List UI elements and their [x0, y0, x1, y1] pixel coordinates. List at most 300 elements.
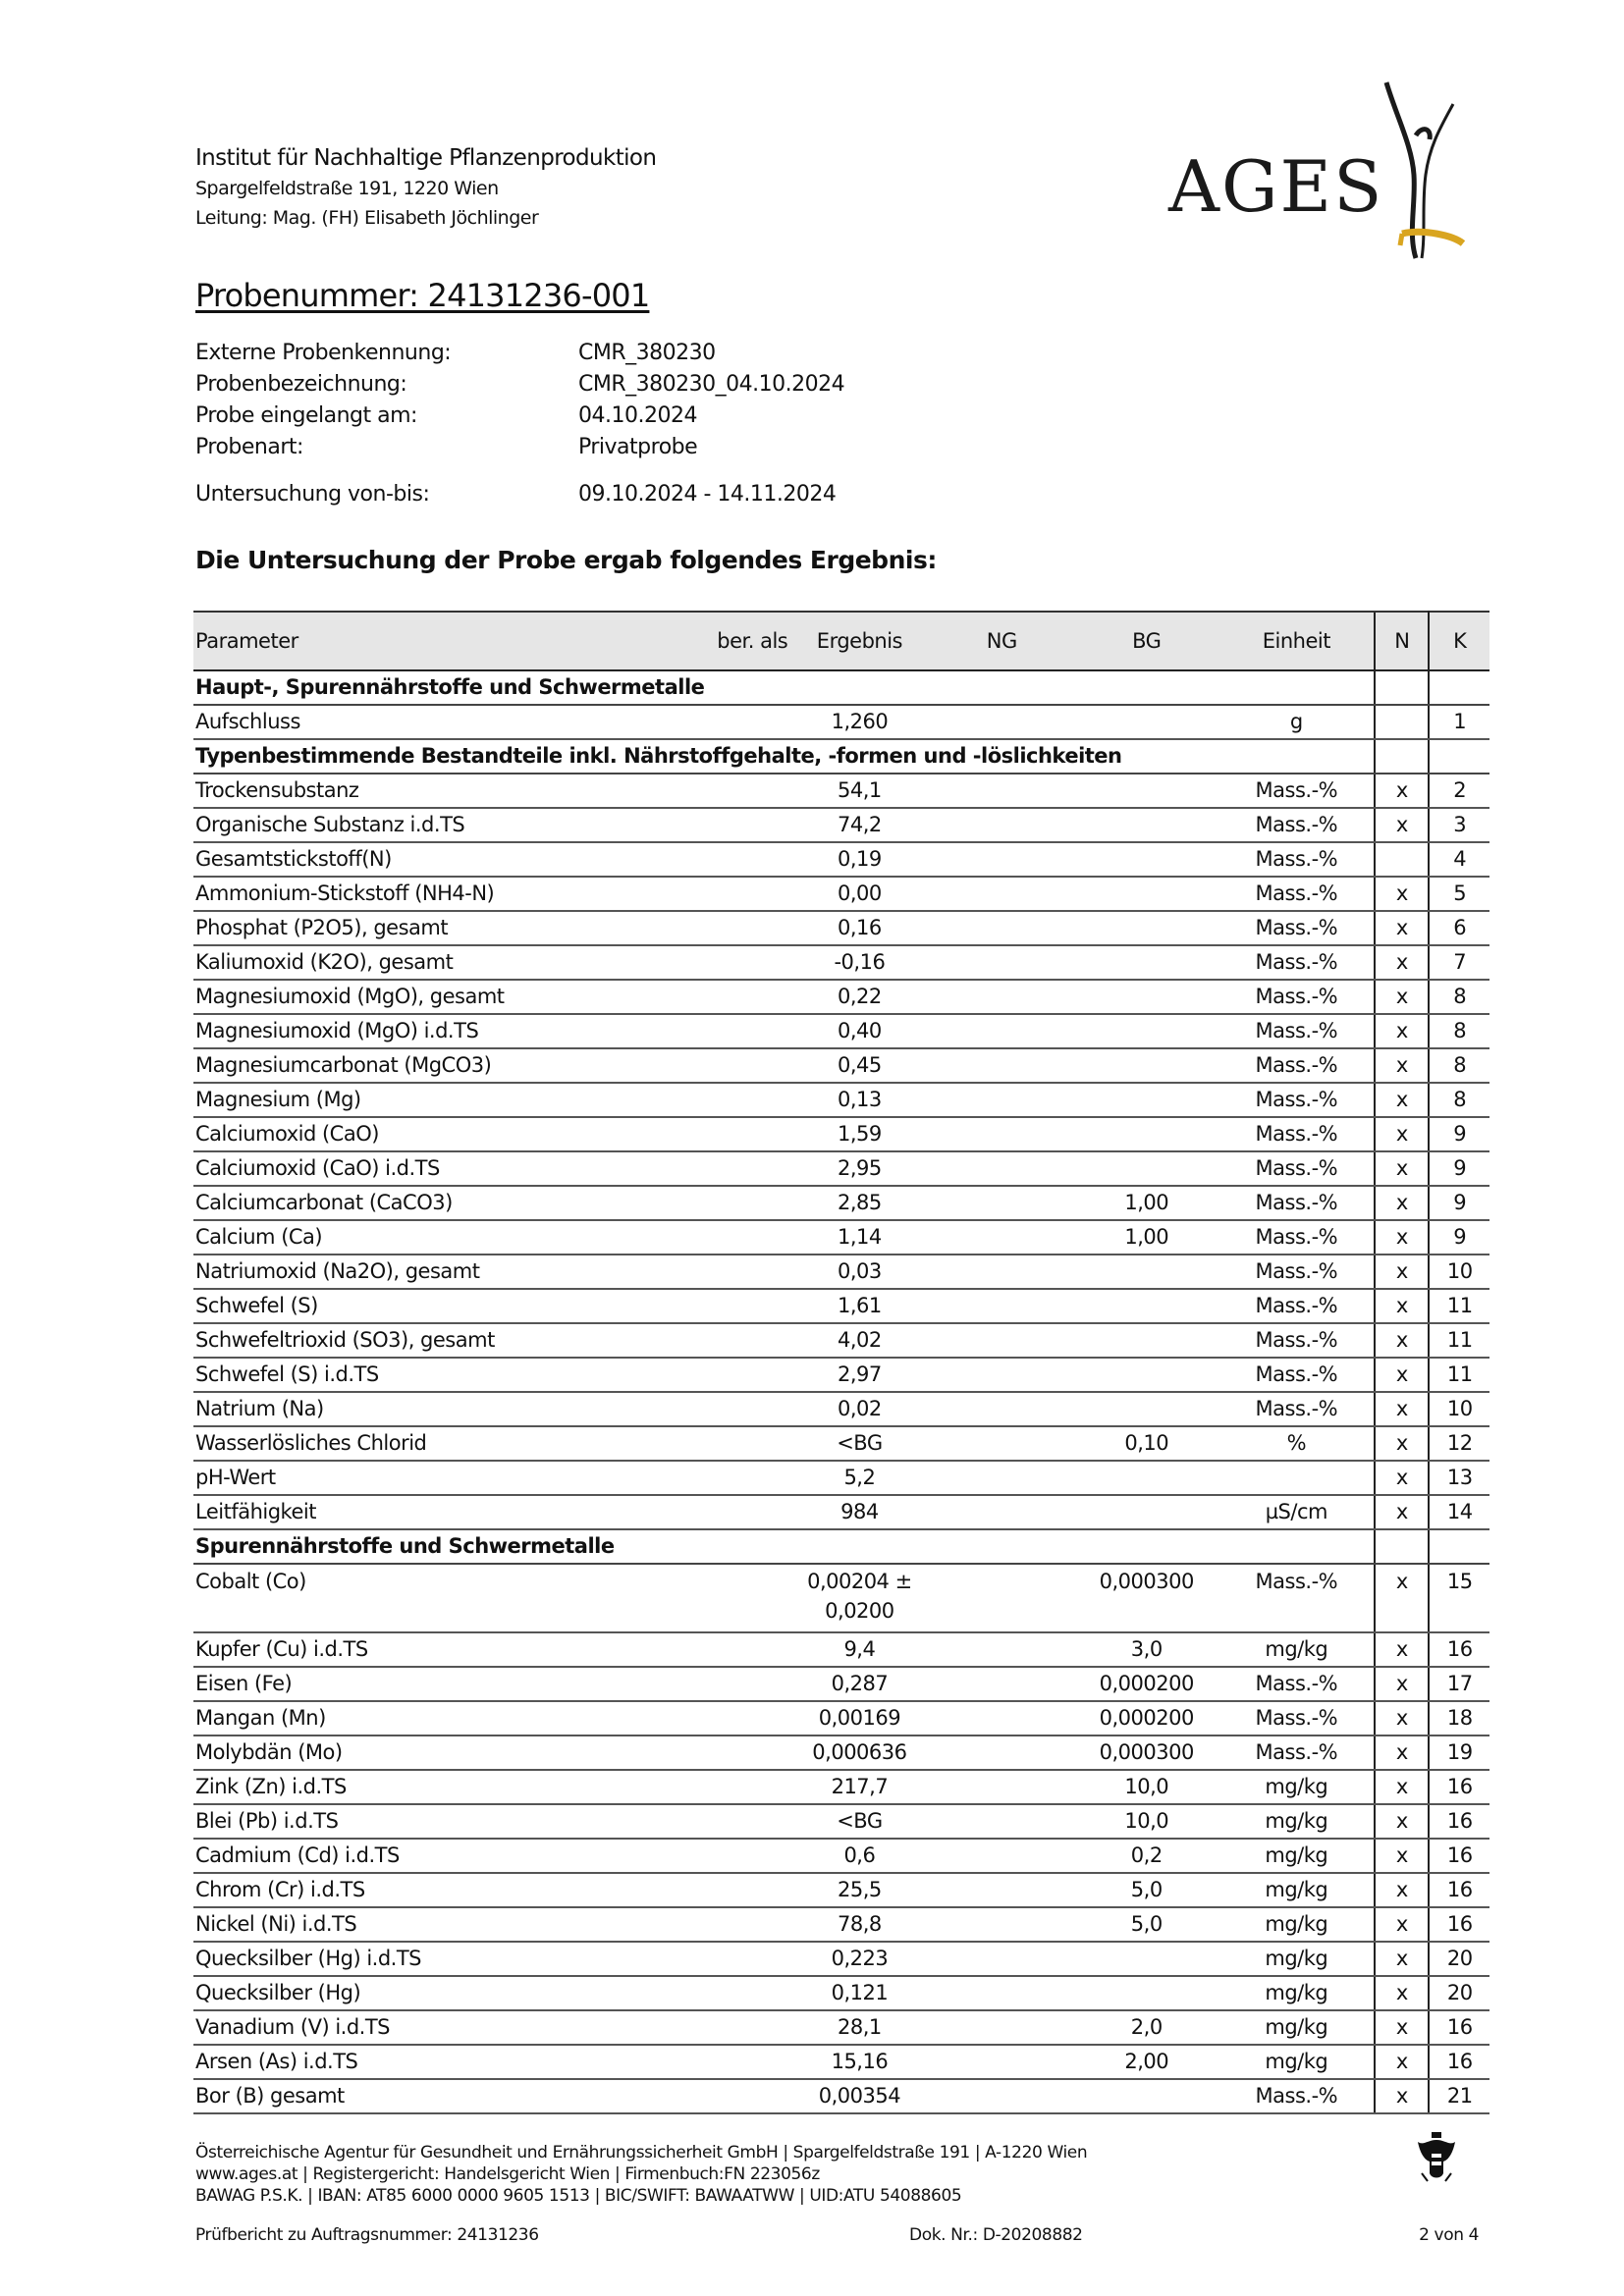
table-row — [193, 1151, 1489, 1186]
cell-parameter: Ammonium-Stickstoff (NH4-N) — [193, 877, 680, 911]
cell-n: x — [1375, 1770, 1429, 1804]
cell-k — [1429, 1529, 1489, 1564]
cell-einheit: Mass.-% — [1218, 2079, 1375, 2113]
table-row — [193, 877, 1489, 911]
cell-bg: 0,000200 — [1074, 1701, 1218, 1735]
cell-ber-als — [680, 1907, 790, 1942]
table-row — [193, 1255, 1489, 1289]
cell-parameter: Trockensubstanz — [193, 774, 680, 808]
cell-n: x — [1375, 877, 1429, 911]
cell-ber-als — [680, 808, 790, 842]
cell-ng — [930, 1976, 1074, 2010]
cell-ergebnis: 1,59 — [789, 1117, 929, 1151]
cell-ber-als — [680, 774, 790, 808]
cell-einheit: mg/kg — [1218, 2010, 1375, 2045]
meta-label: Externe Probenkennung: — [195, 341, 452, 365]
cell-einheit: g — [1218, 705, 1375, 739]
cell-bg — [1074, 808, 1218, 842]
institute-block — [195, 143, 656, 232]
cell-einheit: Mass.-% — [1218, 1083, 1375, 1117]
cell-n: x — [1375, 1014, 1429, 1048]
cell-parameter: Schwefel (S) — [193, 1289, 680, 1323]
cell-ng — [930, 1358, 1074, 1392]
footer-bank: BAWAG P.S.K. | IBAN: AT85 6000 0000 9605 1513 | BIC/SWIFT: BAWAATWW | UID:ATU 54088605 — [195, 2186, 962, 2206]
cell-ber-als — [680, 2045, 790, 2079]
cell-bg: 0,000300 — [1074, 1735, 1218, 1770]
cell-ng — [930, 808, 1074, 842]
cell-bg: 10,0 — [1074, 1804, 1218, 1839]
cell-ber-als — [680, 1289, 790, 1323]
cell-ber-als — [680, 1048, 790, 1083]
cell-ergebnis: 0,00 — [789, 877, 929, 911]
cell-n — [1375, 842, 1429, 877]
cell-einheit: mg/kg — [1218, 1907, 1375, 1942]
cell-n: x — [1375, 980, 1429, 1014]
cell-einheit: Mass.-% — [1218, 1289, 1375, 1323]
cell-k: 9 — [1429, 1220, 1489, 1255]
cell-ergebnis: 2,95 — [789, 1151, 929, 1186]
cell-ber-als — [680, 842, 790, 877]
cell-n: x — [1375, 1735, 1429, 1770]
cell-bg — [1074, 1014, 1218, 1048]
cell-k: 11 — [1429, 1289, 1489, 1323]
cell-ng — [930, 980, 1074, 1014]
cell-ber-als — [680, 945, 790, 980]
cell-parameter: Arsen (As) i.d.TS — [193, 2045, 680, 2079]
cell-bg: 3,0 — [1074, 1632, 1218, 1667]
cell-ergebnis: 0,16 — [789, 911, 929, 945]
cell-einheit: mg/kg — [1218, 2045, 1375, 2079]
cell-ber-als — [680, 980, 790, 1014]
cell-parameter: Bor (B) gesamt — [193, 2079, 680, 2113]
table-row — [193, 1289, 1489, 1323]
cell-k: 11 — [1429, 1358, 1489, 1392]
cell-parameter: Chrom (Cr) i.d.TS — [193, 1873, 680, 1907]
meta-label: Probe eingelangt am: — [195, 403, 417, 428]
cell-ng — [930, 1907, 1074, 1942]
cell-bg — [1074, 2079, 1218, 2113]
cell-parameter: Calciumcarbonat (CaCO3) — [193, 1186, 680, 1220]
table-row — [193, 1770, 1489, 1804]
table-row — [193, 842, 1489, 877]
cell-einheit: Mass.-% — [1218, 774, 1375, 808]
cell-ng — [930, 1495, 1074, 1529]
cell-ergebnis: -0,16 — [789, 945, 929, 980]
table-row — [193, 1426, 1489, 1461]
cell-parameter: Gesamtstickstoff(N) — [193, 842, 680, 877]
cell-ergebnis: 0,03 — [789, 1255, 929, 1289]
cell-ber-als — [680, 1667, 790, 1701]
cell-ber-als — [680, 1976, 790, 2010]
cell-n: x — [1375, 1942, 1429, 1976]
table-row — [193, 945, 1489, 980]
cell-k: 16 — [1429, 2010, 1489, 2045]
cell-ergebnis: 54,1 — [789, 774, 929, 808]
cell-bg — [1074, 774, 1218, 808]
cell-einheit: % — [1218, 1426, 1375, 1461]
table-row — [193, 1186, 1489, 1220]
cell-k: 11 — [1429, 1323, 1489, 1358]
cell-n: x — [1375, 1392, 1429, 1426]
cell-k: 14 — [1429, 1495, 1489, 1529]
footer-company: Österreichische Agentur für Gesundheit und Ernährungssicherheit GmbH | Spargelfeldstraße 191 | A-1220 Wien — [195, 2143, 1088, 2163]
cell-einheit: Mass.-% — [1218, 1151, 1375, 1186]
cell-ber-als — [680, 1323, 790, 1358]
cell-n: x — [1375, 1083, 1429, 1117]
cell-ber-als — [680, 1255, 790, 1289]
cell-bg — [1074, 1083, 1218, 1117]
section-title: Typenbestimmende Bestandteile inkl. Nährstoffgehalte, -formen und -löslichkeiten — [193, 739, 1375, 774]
cell-k: 17 — [1429, 1667, 1489, 1701]
cell-ergebnis: 5,2 — [789, 1461, 929, 1495]
table-row — [193, 1048, 1489, 1083]
cell-einheit: Mass.-% — [1218, 1220, 1375, 1255]
cell-bg: 0,000200 — [1074, 1667, 1218, 1701]
cell-ergebnis: 1,61 — [789, 1289, 929, 1323]
meta-value: Privatprobe — [578, 435, 698, 459]
col-k: K — [1429, 612, 1489, 670]
cell-k: 16 — [1429, 1839, 1489, 1873]
col-bg: BG — [1074, 612, 1218, 670]
cell-ng — [930, 1048, 1074, 1083]
table-row — [193, 1014, 1489, 1048]
meta-row-external-id — [195, 338, 844, 369]
cell-ber-als — [680, 705, 790, 739]
cell-ber-als — [680, 1632, 790, 1667]
table-row — [193, 1632, 1489, 1667]
col-parameter: Parameter — [193, 612, 680, 670]
cell-k: 21 — [1429, 2079, 1489, 2113]
cell-einheit: mg/kg — [1218, 1632, 1375, 1667]
cell-ergebnis: 217,7 — [789, 1770, 929, 1804]
cell-n: x — [1375, 911, 1429, 945]
cell-n: x — [1375, 1564, 1429, 1632]
cell-n — [1375, 705, 1429, 739]
cell-ng — [930, 1701, 1074, 1735]
cell-ergebnis: 0,287 — [789, 1667, 929, 1701]
cell-parameter: Natrium (Na) — [193, 1392, 680, 1426]
cell-ber-als — [680, 1358, 790, 1392]
cell-ng — [930, 1220, 1074, 1255]
cell-ber-als — [680, 1392, 790, 1426]
cell-parameter: Blei (Pb) i.d.TS — [193, 1804, 680, 1839]
cell-k: 9 — [1429, 1186, 1489, 1220]
meta-value: CMR_380230 — [578, 341, 716, 365]
table-row — [193, 808, 1489, 842]
cell-einheit: Mass.-% — [1218, 1358, 1375, 1392]
cell-ng — [930, 1083, 1074, 1117]
cell-k: 4 — [1429, 842, 1489, 877]
cell-n — [1375, 739, 1429, 774]
table-row — [193, 1358, 1489, 1392]
cell-ergebnis: <BG — [789, 1426, 929, 1461]
cell-einheit: Mass.-% — [1218, 945, 1375, 980]
cell-parameter: Phosphat (P2O5), gesamt — [193, 911, 680, 945]
cell-k: 5 — [1429, 877, 1489, 911]
footer-order-number: Prüfbericht zu Auftragsnummer: 24131236 — [195, 2225, 539, 2245]
cell-parameter: Leitfähigkeit — [193, 1495, 680, 1529]
table-row — [193, 1495, 1489, 1529]
cell-ber-als — [680, 1186, 790, 1220]
cell-ergebnis: 2,97 — [789, 1358, 929, 1392]
cell-bg — [1074, 1461, 1218, 1495]
cell-parameter: Magnesium (Mg) — [193, 1083, 680, 1117]
cell-n: x — [1375, 1701, 1429, 1735]
cell-bg — [1074, 911, 1218, 945]
cell-ber-als — [680, 1839, 790, 1873]
cell-k: 8 — [1429, 1083, 1489, 1117]
cell-k: 16 — [1429, 1804, 1489, 1839]
cell-k: 7 — [1429, 945, 1489, 980]
cell-ergebnis: 0,223 — [789, 1942, 929, 1976]
cell-ng — [930, 1289, 1074, 1323]
cell-n: x — [1375, 945, 1429, 980]
cell-parameter: Aufschluss — [193, 705, 680, 739]
cell-parameter: Natriumoxid (Na2O), gesamt — [193, 1255, 680, 1289]
section-header-row — [193, 670, 1489, 705]
cell-parameter: Calciumoxid (CaO) — [193, 1117, 680, 1151]
cell-ng — [930, 1186, 1074, 1220]
cell-ergebnis: 984 — [789, 1495, 929, 1529]
cell-bg — [1074, 1392, 1218, 1426]
section-title: Haupt-, Spurennährstoffe und Schwermetalle — [193, 670, 1375, 705]
cell-parameter: Nickel (Ni) i.d.TS — [193, 1907, 680, 1942]
cell-bg — [1074, 1942, 1218, 1976]
cell-n: x — [1375, 1117, 1429, 1151]
cell-einheit: mg/kg — [1218, 1770, 1375, 1804]
cell-k: 8 — [1429, 980, 1489, 1014]
cell-parameter: Cobalt (Co) — [193, 1564, 680, 1632]
table-row — [193, 1564, 1489, 1632]
institute-address: Spargelfeldstraße 191, 1220 Wien — [195, 178, 499, 199]
table-row — [193, 1701, 1489, 1735]
cell-ergebnis: 0,13 — [789, 1083, 929, 1117]
cell-parameter: Vanadium (V) i.d.TS — [193, 2010, 680, 2045]
cell-n: x — [1375, 1186, 1429, 1220]
cell-ber-als — [680, 1117, 790, 1151]
cell-k — [1429, 739, 1489, 774]
cell-einheit: Mass.-% — [1218, 877, 1375, 911]
table-row — [193, 1735, 1489, 1770]
table-header-row — [193, 612, 1489, 670]
table-row — [193, 1392, 1489, 1426]
cell-ergebnis: 0,45 — [789, 1048, 929, 1083]
cell-ergebnis: 0,6 — [789, 1839, 929, 1873]
section-header-row — [193, 1529, 1489, 1564]
cell-k: 8 — [1429, 1048, 1489, 1083]
cell-einheit: Mass.-% — [1218, 842, 1375, 877]
cell-ber-als — [680, 1014, 790, 1048]
cell-ng — [930, 2079, 1074, 2113]
table-row — [193, 980, 1489, 1014]
cell-parameter: Schwefeltrioxid (SO3), gesamt — [193, 1323, 680, 1358]
cell-n — [1375, 670, 1429, 705]
cell-ber-als — [680, 1770, 790, 1804]
cell-bg — [1074, 705, 1218, 739]
page-indicator: 2 von 4 — [1419, 2225, 1479, 2245]
cell-bg: 2,0 — [1074, 2010, 1218, 2045]
cell-bg: 5,0 — [1074, 1873, 1218, 1907]
cell-ng — [930, 1873, 1074, 1907]
footer-register: www.ages.at | Registergericht: Handelsgericht Wien | Firmenbuch:FN 223056z — [195, 2164, 820, 2184]
cell-ergebnis: 0,19 — [789, 842, 929, 877]
meta-row-designation — [195, 369, 844, 400]
cell-k: 13 — [1429, 1461, 1489, 1495]
sample-number-heading: Probenummer: 24131236-001 — [195, 277, 650, 314]
cell-bg — [1074, 1495, 1218, 1529]
cell-einheit: Mass.-% — [1218, 980, 1375, 1014]
cell-ergebnis: 1,14 — [789, 1220, 929, 1255]
cell-ber-als — [680, 2010, 790, 2045]
cell-bg: 0,10 — [1074, 1426, 1218, 1461]
cell-n: x — [1375, 1323, 1429, 1358]
col-ergebnis: Ergebnis — [789, 612, 929, 670]
col-einheit: Einheit — [1218, 612, 1375, 670]
cell-ber-als — [680, 1426, 790, 1461]
cell-ng — [930, 2010, 1074, 2045]
cell-n: x — [1375, 1907, 1429, 1942]
footer-bottom — [195, 2224, 1491, 2246]
table-row — [193, 1839, 1489, 1873]
cell-ng — [930, 1804, 1074, 1839]
cell-n: x — [1375, 1461, 1429, 1495]
table-row — [193, 1117, 1489, 1151]
cell-parameter: Kupfer (Cu) i.d.TS — [193, 1632, 680, 1667]
col-ber-als: ber. als — [680, 612, 790, 670]
cell-ng — [930, 774, 1074, 808]
cell-ber-als — [680, 1701, 790, 1735]
cell-parameter: Schwefel (S) i.d.TS — [193, 1358, 680, 1392]
cell-bg — [1074, 1117, 1218, 1151]
cell-k: 20 — [1429, 1942, 1489, 1976]
cell-n: x — [1375, 1255, 1429, 1289]
cell-ergebnis: 78,8 — [789, 1907, 929, 1942]
austrian-eagle-icon — [1414, 2130, 1459, 2185]
result-title: Die Untersuchung der Probe ergab folgendes Ergebnis: — [195, 546, 937, 574]
col-ng: NG — [930, 612, 1074, 670]
cell-einheit: Mass.-% — [1218, 1564, 1375, 1632]
meta-value: 09.10.2024 - 14.11.2024 — [578, 482, 837, 507]
cell-bg: 1,00 — [1074, 1186, 1218, 1220]
ages-figure-icon — [1168, 77, 1492, 263]
cell-n: x — [1375, 1048, 1429, 1083]
cell-parameter: Eisen (Fe) — [193, 1667, 680, 1701]
cell-ng — [930, 945, 1074, 980]
table-row — [193, 911, 1489, 945]
cell-ber-als — [680, 877, 790, 911]
cell-bg: 5,0 — [1074, 1907, 1218, 1942]
cell-bg: 0,2 — [1074, 1839, 1218, 1873]
table-row — [193, 2079, 1489, 2113]
cell-einheit: mg/kg — [1218, 1976, 1375, 2010]
ages-logo — [1168, 77, 1492, 263]
cell-ber-als — [680, 911, 790, 945]
cell-n: x — [1375, 2079, 1429, 2113]
cell-ng — [930, 1323, 1074, 1358]
table-row — [193, 2010, 1489, 2045]
cell-ng — [930, 705, 1074, 739]
cell-parameter: Magnesiumcarbonat (MgCO3) — [193, 1048, 680, 1083]
cell-ng — [930, 1014, 1074, 1048]
cell-n: x — [1375, 1495, 1429, 1529]
cell-n: x — [1375, 1632, 1429, 1667]
cell-einheit: Mass.-% — [1218, 1117, 1375, 1151]
cell-ng — [930, 1151, 1074, 1186]
cell-k: 10 — [1429, 1255, 1489, 1289]
cell-bg: 0,000300 — [1074, 1564, 1218, 1632]
table-row — [193, 1323, 1489, 1358]
cell-k: 16 — [1429, 1632, 1489, 1667]
meta-label: Probenart: — [195, 435, 303, 459]
cell-ergebnis: 0,22 — [789, 980, 929, 1014]
meta-row-test-period — [195, 479, 844, 510]
cell-ergebnis: 9,4 — [789, 1632, 929, 1667]
cell-bg: 10,0 — [1074, 1770, 1218, 1804]
cell-ergebnis: 2,85 — [789, 1186, 929, 1220]
cell-k: 16 — [1429, 1873, 1489, 1907]
cell-ng — [930, 1770, 1074, 1804]
meta-label: Untersuchung von-bis: — [195, 482, 430, 507]
cell-ng — [930, 1839, 1074, 1873]
cell-ergebnis: 28,1 — [789, 2010, 929, 2045]
table-row — [193, 705, 1489, 739]
cell-parameter: Calcium (Ca) — [193, 1220, 680, 1255]
cell-ergebnis: 25,5 — [789, 1873, 929, 1907]
cell-n: x — [1375, 1358, 1429, 1392]
cell-parameter: Quecksilber (Hg) i.d.TS — [193, 1942, 680, 1976]
cell-ber-als — [680, 1220, 790, 1255]
cell-ber-als — [680, 1942, 790, 1976]
cell-parameter: Magnesiumoxid (MgO) i.d.TS — [193, 1014, 680, 1048]
cell-ber-als — [680, 1804, 790, 1839]
cell-einheit: Mass.-% — [1218, 1667, 1375, 1701]
cell-bg — [1074, 980, 1218, 1014]
cell-bg — [1074, 1151, 1218, 1186]
cell-ng — [930, 1255, 1074, 1289]
results-table — [193, 611, 1489, 2114]
cell-ng — [930, 1632, 1074, 1667]
cell-ng — [930, 1117, 1074, 1151]
cell-einheit: mg/kg — [1218, 1804, 1375, 1839]
cell-einheit: Mass.-% — [1218, 1255, 1375, 1289]
cell-n: x — [1375, 1873, 1429, 1907]
cell-k: 9 — [1429, 1151, 1489, 1186]
cell-parameter: pH-Wert — [193, 1461, 680, 1495]
cell-einheit: mg/kg — [1218, 1942, 1375, 1976]
cell-ber-als — [680, 1461, 790, 1495]
cell-bg — [1074, 1323, 1218, 1358]
meta-label: Probenbezeichnung: — [195, 372, 407, 397]
institute-management: Leitung: Mag. (FH) Elisabeth Jöchlinger — [195, 207, 539, 229]
cell-k: 10 — [1429, 1392, 1489, 1426]
table-row — [193, 1976, 1489, 2010]
cell-n — [1375, 1529, 1429, 1564]
cell-ng — [930, 1461, 1074, 1495]
cell-k: 18 — [1429, 1701, 1489, 1735]
cell-parameter: Molybdän (Mo) — [193, 1735, 680, 1770]
cell-parameter: Wasserlösliches Chlorid — [193, 1426, 680, 1461]
meta-row-sample-type — [195, 432, 844, 463]
cell-k: 15 — [1429, 1564, 1489, 1632]
cell-ergebnis: 0,000636 — [789, 1735, 929, 1770]
cell-parameter: Magnesiumoxid (MgO), gesamt — [193, 980, 680, 1014]
cell-parameter: Zink (Zn) i.d.TS — [193, 1770, 680, 1804]
cell-k: 2 — [1429, 774, 1489, 808]
cell-ng — [930, 1392, 1074, 1426]
cell-ng — [930, 842, 1074, 877]
cell-ng — [930, 877, 1074, 911]
table-row — [193, 1220, 1489, 1255]
